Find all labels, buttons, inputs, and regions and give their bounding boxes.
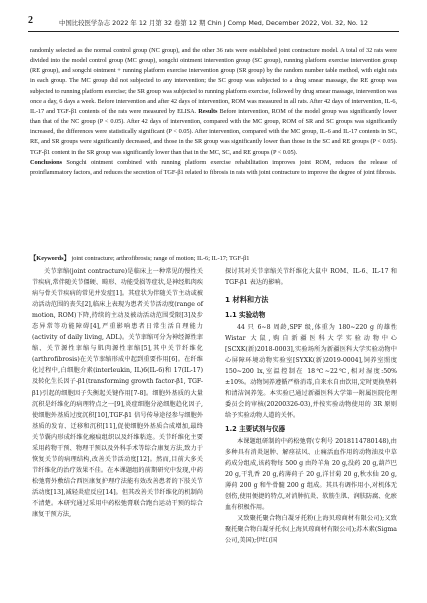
reagents-paragraph-2: 又致聚托聚合物白凝牙托粉(上海贝琼商材有限公司);又致聚托聚合物白凝牙托水(上海贝琼商材有限公司);苏木素(Sigma 公司,美国);伊红(国 [225,514,397,544]
introduction-continuation: 探讨其对关节挛缩关节纤维化大鼠中 ROM、IL-6、IL-17 和 TGF-β1 表达的影响。 [225,268,397,287]
animals-paragraph: 44 只 6~8 周龄,SPF 级,体重为 180~220 g 的雄性 Wistar 大鼠,购自新疆医科大学实验动物中心[SCXK(新)2018-0003],实验场所为新疆医科大学实验动物中心屏障环境动物实验室[SYXK(新)2019-0004],饲养室照度 150~200 lx,室温控制在 18℃~22℃,相对湿度:50%±10%。动物饲养遵循严格消毒,自来水自由饮用,定时更换垫料和清洁饲养笼。本实验已通过新疆医科大学第一附属医院伦理委员会的审核(20200326-03),并按实验动物使用的 3R 原则给予实验动物人道的关怀。 [225,324,397,420]
section-title-materials-methods: 1 材料和方法 [225,295,269,305]
journal-running-title: 中国比较医学杂志 2022 年 12 月第 32 卷第 12 期 Chin J Comp Med, December 2022, Vol. 32, No. 12 [58,19,369,27]
left-column [32,266,203,520]
keywords-line [30,254,397,264]
english-abstract [30,46,397,178]
keywords-label: 【Keywords】 [30,255,70,262]
abstract-conclusions-text: Songchi ointment combined with running platform exercise rehabilitation improves joint ROM, reduces the release of proinflammatory factors, and reduces the secretion of TGF-β1 related to fibrosis in rats with joint contracture to improve the degree of joint fibrosis. [30,158,398,176]
subsection-title-animals: 1.1 实验动物 [225,311,266,320]
keywords-text: joint contracture; arthrofibrosis; range of motion; IL-6; IL-17; TGF-β1 [71,255,250,262]
page-number: 2 [28,15,33,26]
subsection-title-reagents: 1.2 主要试剂与仪器 [225,424,286,433]
abstract-results-text: Before intervention, ROM of the model group was significantly lower than that of the NC group (P < 0.05). After 42 days of intervention, compared with the MC group, ROM of SR and SC groups was significantly increased, the differences were statistically significant (P < 0.05). After intervention, compared with the MC group, IL-6 and IL-17 contents in SC, RE, and SR groups were significantly decreased, and those in the SR group was significantly lower than those in the SC and RE groups (P < 0.05). TGF-β1 content in the SR group was significantly lower than that in the MC, SC, and RE groups (P < 0.05). [30,107,397,156]
page-header [28,17,399,32]
introduction-paragraph: 关节挛缩(joint contracture)是临床上一种常见的慢性关节疾病,常伴随关节僵硬、畸形、功能受损等症状,是神经肌肉疾病与骨关节疾病的常见并发症[1]。其症状为伴随关节主动或被动活动范围的丧失[2],临床上表现为患者关节活动度(range of motion, ROM)下降,持续的主动及被动活动范围受限[3]及步态异常等功能障碍[4],严重影响患者日常生活自理能力(activity of daily living, ADL)。关节挛缩可分为神经源性挛缩、关节源性挛缩与肌肉源性挛缩[5],其中关节纤维化(arthrofibrosis)在关节挛缩形成中起到重要作用[6]。在纤维化过程中,白细胞介素(interleukin, IL)6(IL-6)和 17(IL-17)及转化生长因子-β1(transforming growth factor-β1, TGF-β1)引起的细胞因子失衡起关键作用[7-8]。细胞外基质的大量沉积是纤维化的病理特点之一[9],炎症细胞分泌细胞趋化因子,使细胞外基质过度沉积[10],TGF-β1 信号传导途径参与细胞外基质的发育、迁移和沉积[11],促使细胞外基质合成增加,最终关节囊内形成纤维化瘢痕组织以及纤维粘连。关节纤维化主要采用药物干预、物理干预以及外科手术等综合康复方法,致力于恢复关节的病理结构,改善关节活动度[12]。然而,目前大多关节纤维化的治疗效果不佳。在本课题组的前期研究中发现,中药松弛膏外敷结合西医康复护理疗法能有效改善患者的下肢关节活动度[13],减轻炎症反应[14]。但其改善关节纤维化的机制尚不清楚。本研究通过采用中药松弛膏联合跑台运动干预的综合康复干预方法, [32,268,203,519]
conclusions-label: Conclusions [30,158,62,166]
right-column [225,266,397,546]
abstract-body [30,46,397,178]
abstract-methods-text: randomly selected as the normal control group (NC group), and the other 36 rats were established joint contracture model. A total of 32 rats were divided into the model control group (MC group), songchi ointment intervention group (SC group), running platform exercise intervention group (RE group), and songchi ointment + running platform exercise intervention group (SR group) by the random number table method, with eight rats in each group. The MC group did not subjected to any intervention; the SC group was subjected to a drug smear massage, the RE group was subjected to running platform exercise; the SR group was subjected to running platform exercise, followed by drug smear massage, intervention was once a day, 6 days a week. Before intervention and after 42 days of intervention, ROM was measured in all rats. After 42 days of intervention, IL-6, IL-17 and TGF-β1 contents of the rats were measured by ELISA. [30,47,397,115]
reagents-paragraph: 本课题组研制的中药松弛膏(专利号 2018114780148),由多种具有消炎退肿、解痉祛风、止痛活血作用的动物油及中草药成分组成,该药物每 500 g 由羚羊角 20 g,没药 20 g,葫芦巴 20 g,干乳香 20 g,药薄荷子 20 g,洋甘菊 20 g,秋水仙 20 g,薄荷 200 g 和牛骨髓 200 g 组成。其具有调作用小,对机体无创伤,使用便捷的特点,对消肿抗炎、软筋生肌、润肤防腐、化瘀血有积极作用。 [225,437,397,511]
results-label: Results [198,107,218,115]
